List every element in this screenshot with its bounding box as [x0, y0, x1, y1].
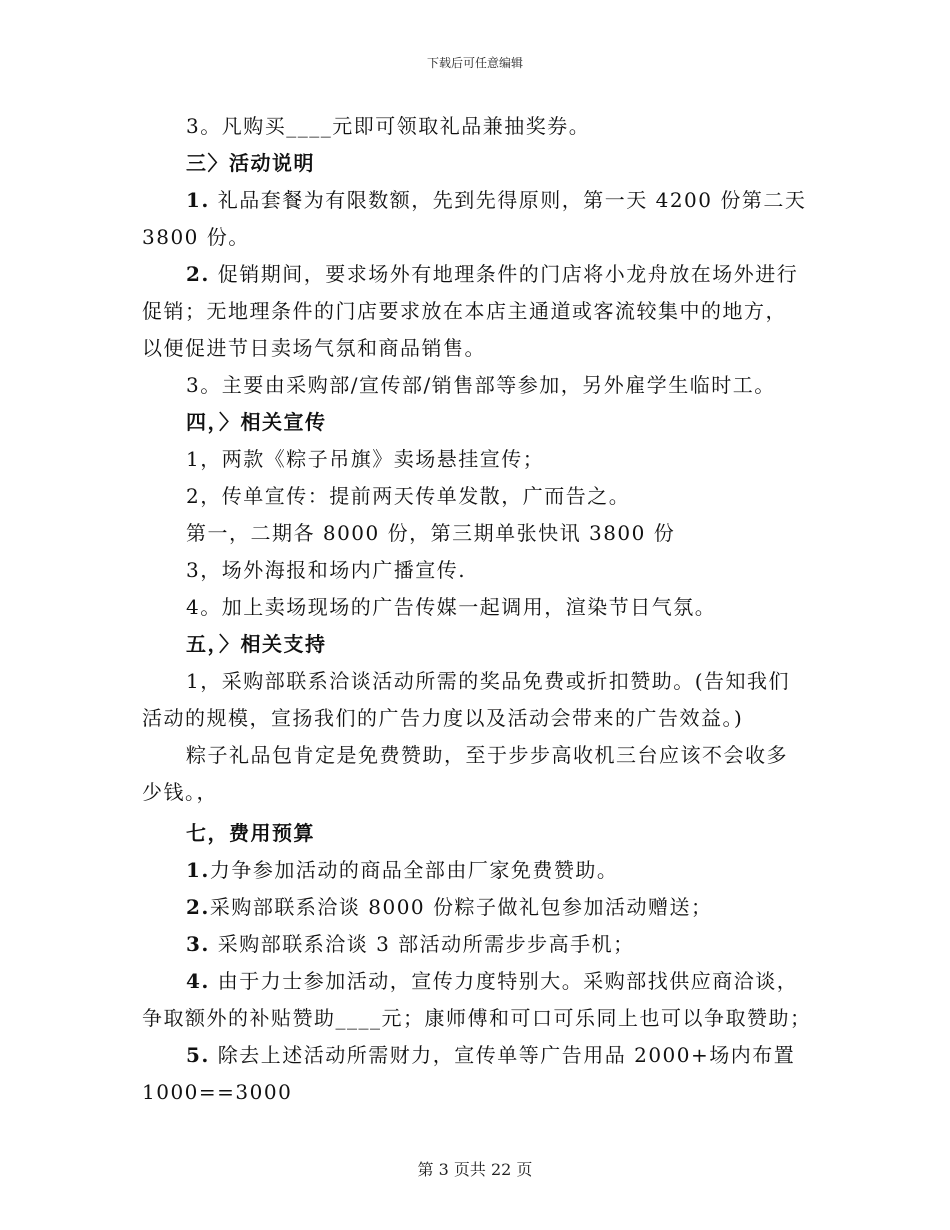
- paragraph: 少钱。，: [142, 780, 218, 804]
- section-heading: 四，〉相关宣传: [186, 410, 327, 434]
- page-footer: 第 3 页共 22 页: [417, 1160, 533, 1179]
- paragraph: [142, 1037, 812, 1074]
- paragraph: [142, 852, 812, 889]
- paragraph: 2，传单宣传：提前两天传单发散，广而告之。: [186, 484, 631, 508]
- paragraph: 3。主要由采购部/宣传部/销售部等参加，另外雇学生临时工。: [186, 373, 776, 397]
- paragraph-text: 力争参加活动的商品全部由厂家免费赞助。: [209, 858, 619, 882]
- page-header: 下载后可任意编辑: [426, 56, 523, 70]
- paragraph-text: 除去上述活动所需财力，宣传单等广告用品 2000+场内布置: [209, 1043, 796, 1067]
- item-number: 2.: [186, 895, 210, 919]
- section-heading: 七，费用预算: [186, 821, 315, 845]
- item-number: 4.: [186, 969, 210, 993]
- item-number: 3.: [186, 932, 210, 956]
- paragraph: [142, 256, 812, 293]
- document-body: [142, 108, 812, 1111]
- paragraph: 3800 份。: [142, 225, 250, 249]
- paragraph: 以便促进节日卖场气氛和商品销售。: [142, 336, 486, 360]
- paragraph: [142, 889, 812, 926]
- paragraph: [142, 182, 812, 219]
- paragraph: 3。凡购买____元即可领取礼品兼抽奖券。: [186, 114, 591, 138]
- item-number: 1.: [186, 858, 210, 882]
- paragraph: [142, 963, 812, 1000]
- paragraph: 促销；无地理条件的门店要求放在本店主通道或客流较集中的地方，: [142, 299, 787, 323]
- paragraph: 第一，二期各 8000 份，第三期单张快讯 3800 份: [186, 521, 676, 545]
- paragraph: [142, 926, 812, 963]
- section-heading: 五，〉相关支持: [186, 632, 327, 656]
- item-number: 5.: [186, 1043, 210, 1067]
- paragraph-text: 采购部联系洽谈 8000 份粽子做礼包参加活动赠送；: [209, 895, 713, 919]
- section-heading: 三〉活动说明: [186, 151, 315, 175]
- paragraph: 4。加上卖场现场的广告传媒一起调用，渲染节日气氛。: [186, 595, 717, 619]
- paragraph: 争取额外的补贴赞助____元；康师傅和可口可乐同上也可以争取赞助；: [142, 1006, 812, 1030]
- paragraph-text: 采购部联系洽谈 3 部活动所需步步高手机；: [209, 932, 635, 956]
- paragraph: 1，采购部联系洽谈活动所需的奖品免费或折扣赞助。(告知我们: [186, 669, 791, 693]
- paragraph-text: 礼品套餐为有限数额，先到先得原则，第一天 4200 份第二天: [209, 188, 807, 212]
- item-number: 2.: [186, 262, 210, 286]
- paragraph: 1，两款《粽子吊旗》卖场悬挂宣传；: [186, 447, 545, 471]
- paragraph-text: 由于力士参加活动，宣传力度特别大。采购部找供应商洽谈，: [209, 969, 799, 993]
- paragraph: 3，场外海报和场内广播宣传.: [186, 558, 467, 582]
- paragraph-text: 促销期间，要求场外有地理条件的门店将小龙舟放在场外进行: [209, 262, 799, 286]
- item-number: 1.: [186, 188, 210, 212]
- paragraph: 活动的规模，宣扬我们的广告力度以及活动会带来的广告效益。): [142, 706, 744, 730]
- paragraph: 1000==3000: [142, 1080, 293, 1104]
- paragraph: 粽子礼品包肯定是免费赞助，至于步步高收机三台应该不会收多: [186, 743, 788, 767]
